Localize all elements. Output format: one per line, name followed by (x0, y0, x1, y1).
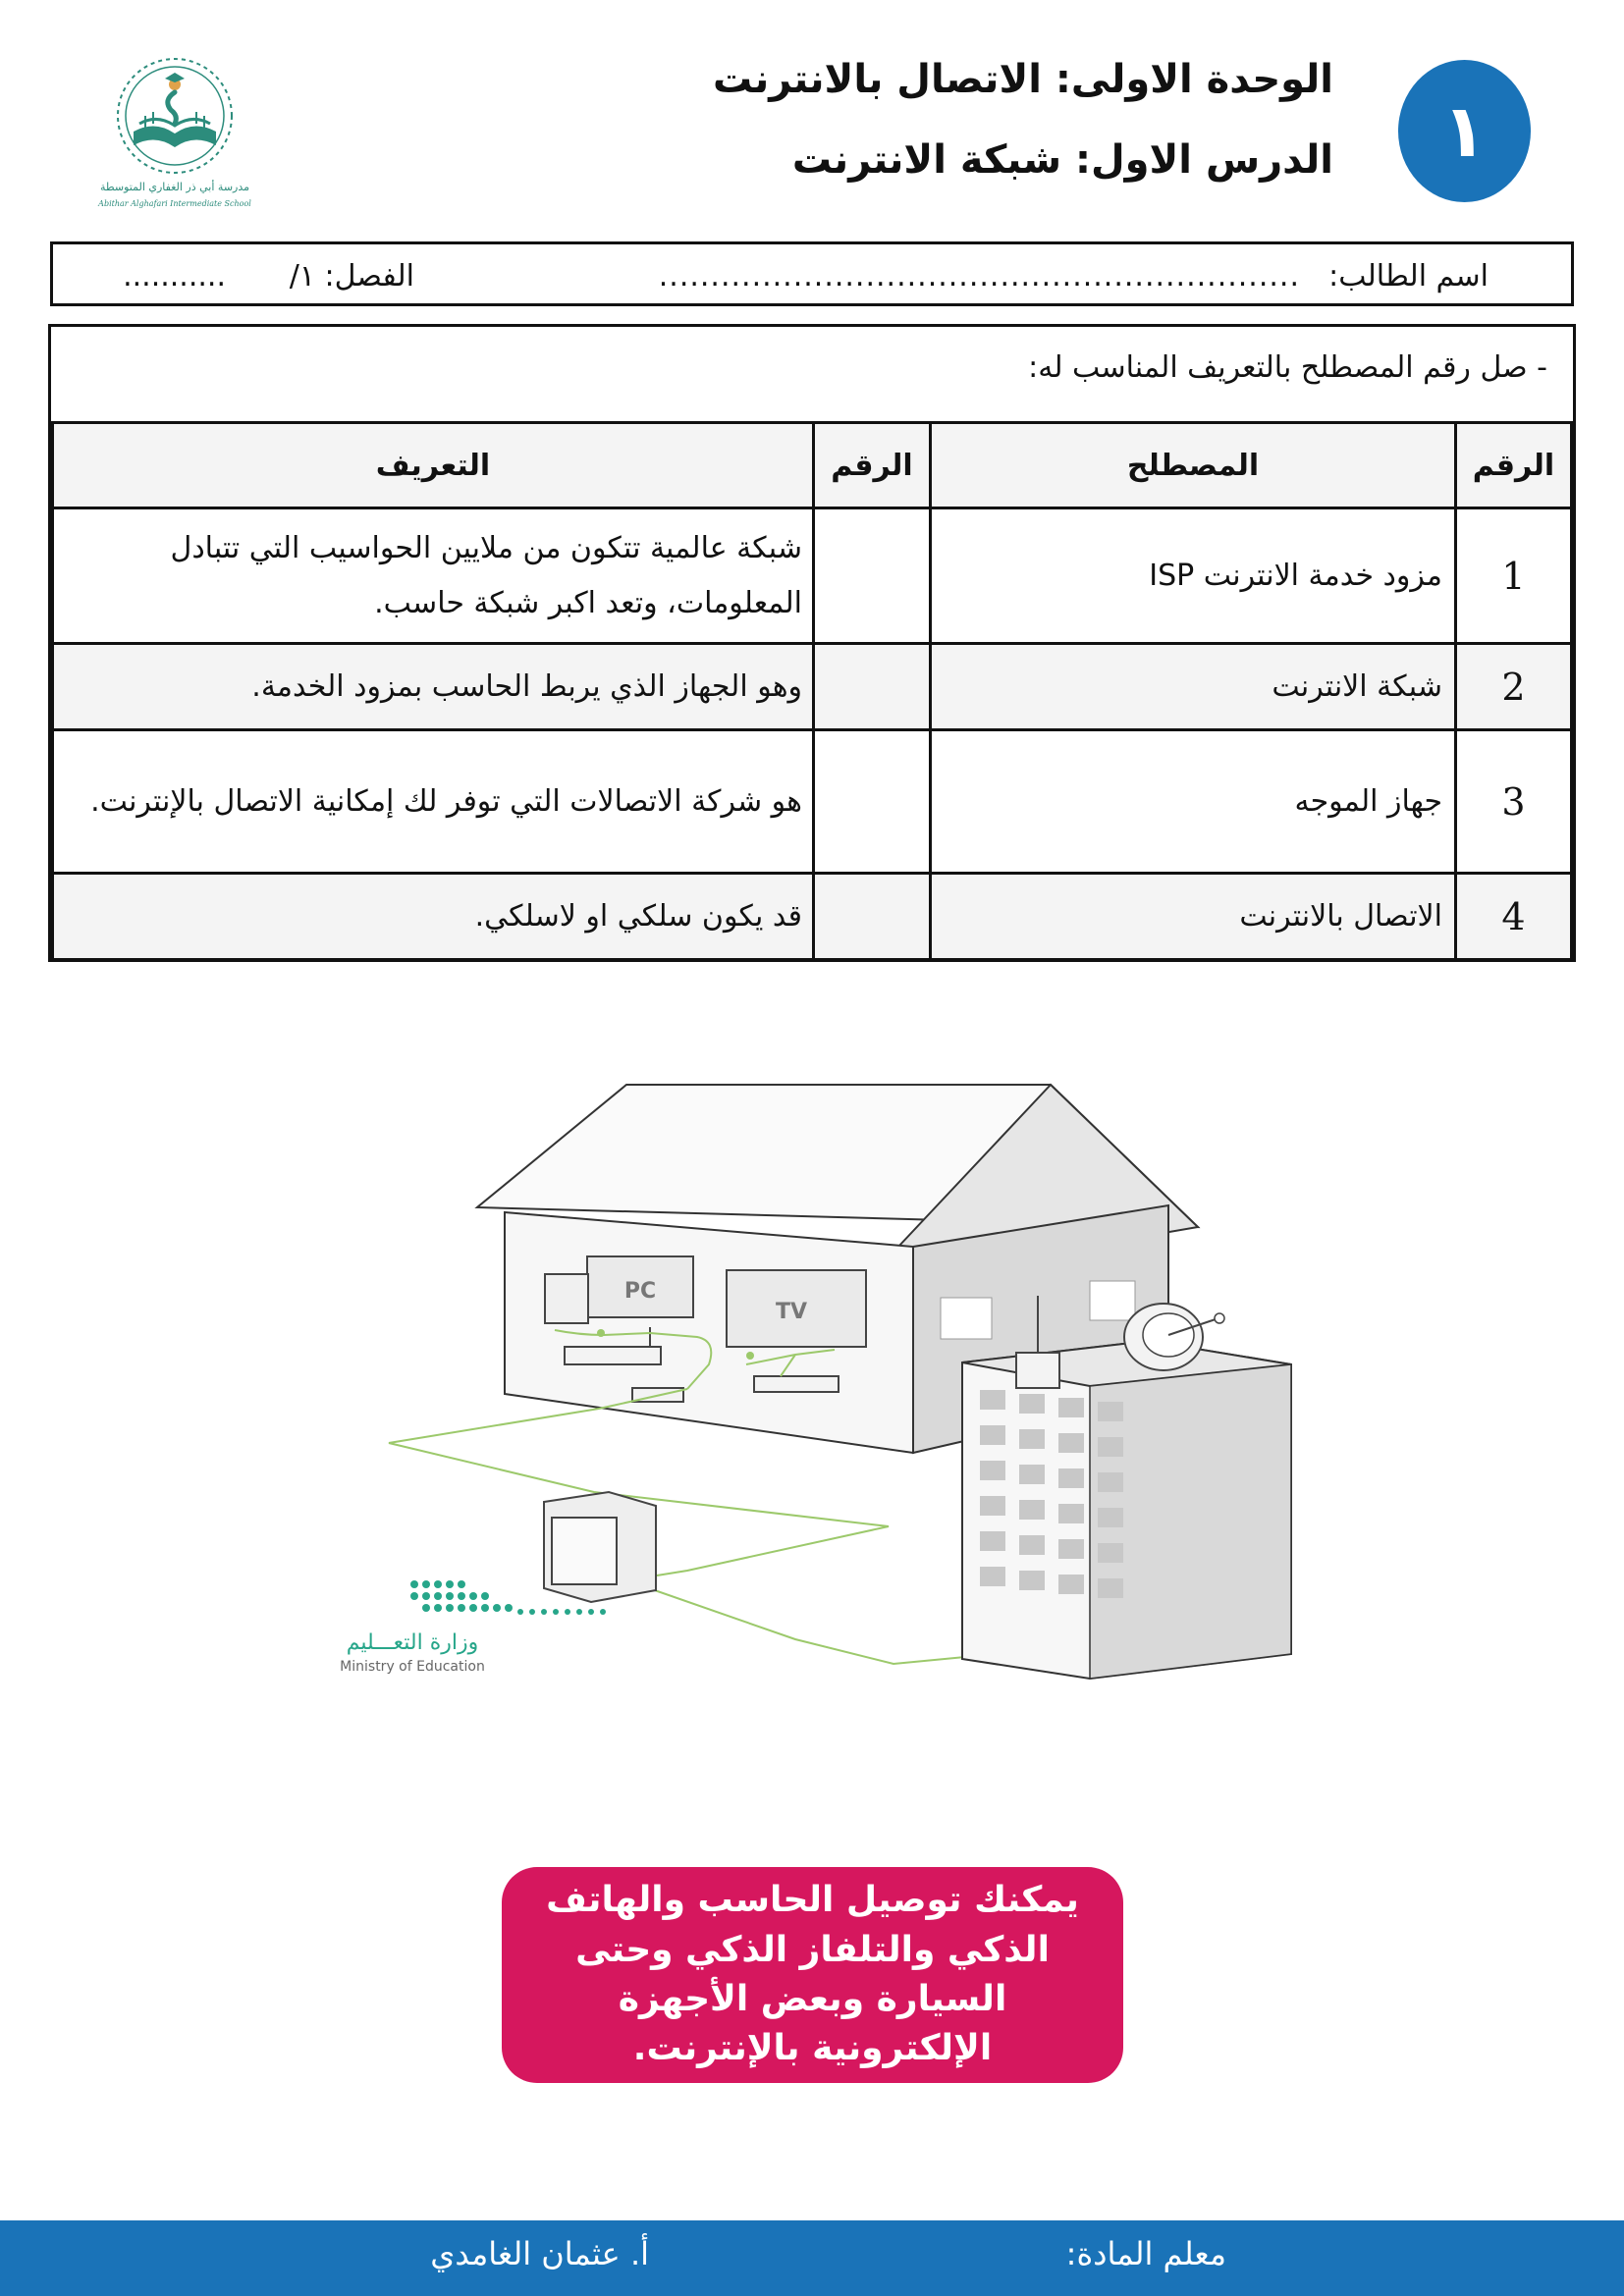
header-num2: الرقم (814, 423, 931, 508)
svg-text:مدرسة أبي ذر الغفاري المتوسطة: مدرسة أبي ذر الغفاري المتوسطة (99, 181, 250, 193)
ministry-name-ar: وزارة التعـــليم (346, 1630, 479, 1655)
student-name-field[interactable]: .............................................................. (658, 259, 1300, 294)
tv-label: TV (775, 1300, 808, 1324)
row-term: شبكة الانترنت (931, 644, 1456, 730)
lesson-title: الدرس الاول: شبكة الانترنت (791, 137, 1333, 183)
class-label: الفصل: ١/ (289, 259, 414, 294)
row-term: الاتصال بالانترنت (931, 874, 1456, 960)
answer-cell[interactable] (814, 730, 931, 874)
unit-number-badge (1398, 60, 1531, 202)
row-num: 4 (1456, 874, 1572, 960)
unit-number: ١ (1441, 88, 1488, 174)
teacher-name: أ. عثمان الغامدي (430, 2235, 649, 2272)
row-num: 1 (1456, 508, 1572, 644)
network-illustration (285, 1070, 1345, 1679)
house-network-drawing (285, 1070, 1345, 1679)
class-field[interactable]: ........... (123, 259, 226, 294)
callout-text: يمكنك توصيل الحاسب والهاتف الذكي والتلفاز الذكي وحتى السيارة وبعض الأجهزة الإلكترونية بالإنترنت. (546, 1880, 1079, 2069)
row-definition: شبكة عالمية تتكون من ملايين الحواسيب التي تتبادل المعلومات، وتعد اكبر شبكة حاسب. (53, 508, 814, 644)
row-definition: هو شركة الاتصالات التي توفر لك إمكانية الاتصال بالإنترنت. (53, 730, 814, 874)
teacher-label: معلم المادة: (1065, 2235, 1226, 2272)
row-term: جهاز الموجه (931, 730, 1456, 874)
student-info-box (50, 241, 1574, 306)
row-definition: قد يكون سلكي او لاسلكي. (53, 874, 814, 960)
terms-table (51, 421, 1573, 961)
answer-cell[interactable] (814, 644, 931, 730)
pc-label: PC (623, 1279, 657, 1304)
table-row (53, 508, 1572, 644)
row-num: 2 (1456, 644, 1572, 730)
header-num: الرقم (1456, 423, 1572, 508)
school-logo (98, 55, 251, 222)
row-term: مزود خدمة الانترنت ISP (931, 508, 1456, 644)
info-callout (502, 1867, 1123, 2083)
ministry-name-en: Ministry of Education (340, 1659, 485, 1675)
unit-title: الوحدة الاولى: الاتصال بالانترنت (712, 57, 1333, 102)
matching-exercise (48, 324, 1576, 962)
school-logo-emblem (98, 55, 251, 222)
answer-cell[interactable] (814, 874, 931, 960)
table-row (53, 730, 1572, 874)
svg-text:Abithar Alghafari Intermediate: Abithar Alghafari Intermediate School (98, 199, 251, 208)
header-term: المصطلح (931, 423, 1456, 508)
footer-bar (0, 2220, 1624, 2296)
row-num: 3 (1456, 730, 1572, 874)
table-row (53, 874, 1572, 960)
table-header-row (53, 423, 1572, 508)
table-row (53, 644, 1572, 730)
header-definition: التعريف (53, 423, 814, 508)
student-name-label: اسم الطالب: (1328, 259, 1489, 294)
answer-cell[interactable] (814, 508, 931, 644)
row-definition: وهو الجهاز الذي يربط الحاسب بمزود الخدمة. (53, 644, 814, 730)
instruction-text: - صل رقم المصطلح بالتعريف المناسب له: (1028, 350, 1547, 385)
